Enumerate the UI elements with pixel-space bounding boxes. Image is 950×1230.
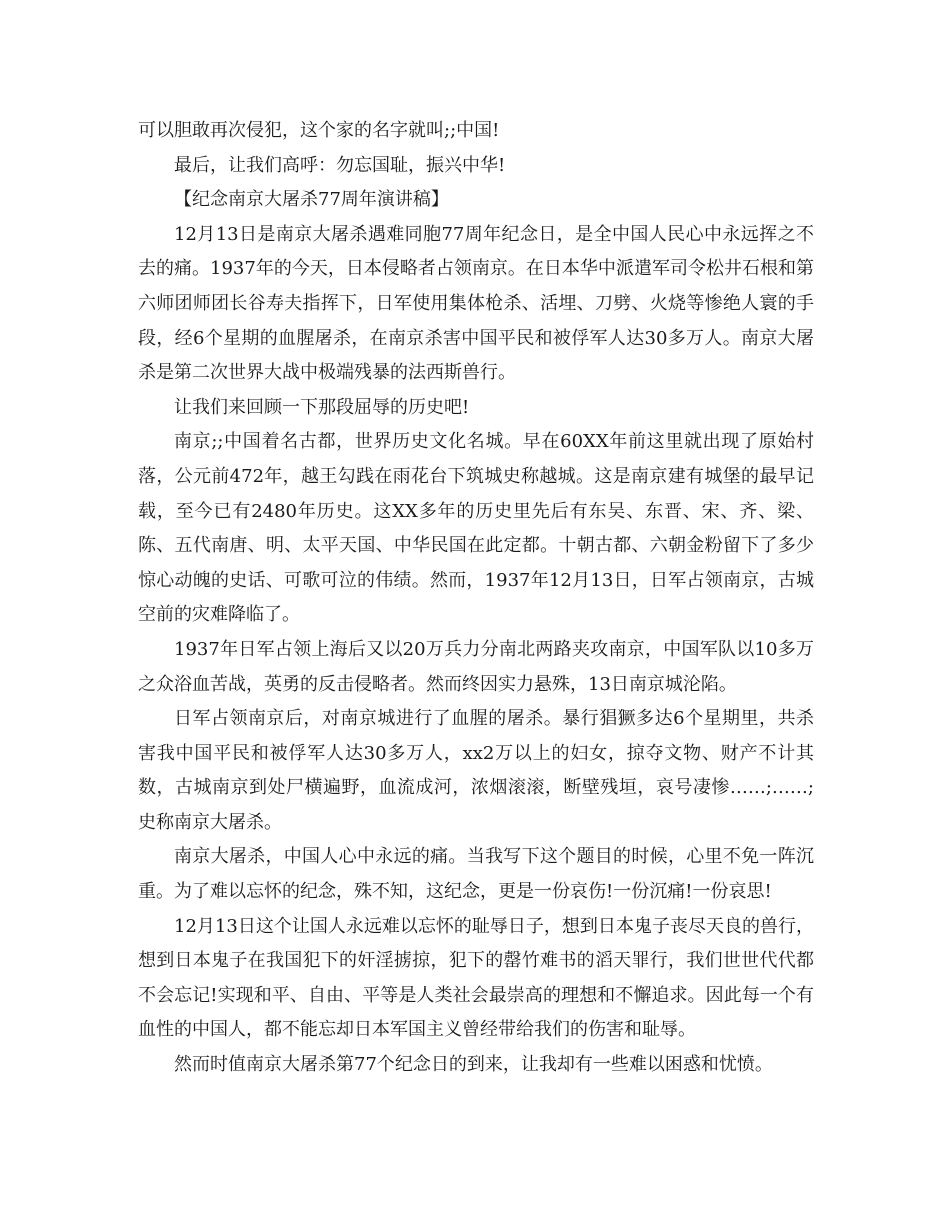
paragraph: 1937年日军占领上海后又以20万兵力分南北两路夹攻南京，中国军队以10多万之众浴血苦战，英勇的反击侵略者。然而终因实力悬殊，13日南京城沦陷。 bbox=[138, 638, 814, 695]
paragraph: 让我们来回顾一下那段屈辱的历史吧! bbox=[174, 396, 470, 418]
paragraph: 12月13日这个让国人永远难以忘怀的耻辱日子，想到日本鬼子丧尽天良的兽行，想到日本鬼子在我国犯下的奸淫掳掠，犯下的罄竹难书的滔天罪行，我们世世代代都不会忘记!实现和平、自由、平等是人类社会最崇高的理想和不懈追求。因此每一个有血性的中国人，都不能忘却日本军国主义曾经带给我们的伤害和耻辱。 bbox=[138, 915, 814, 1041]
paragraph: 最后，让我们高呼：勿忘国耻，振兴中华! bbox=[174, 154, 506, 176]
paragraph: 南京大屠杀，中国人心中永远的痛。当我写下这个题目的时候，心里不免一阵沉重。为了难以忘怀的纪念，殊不知，这纪念，更是一份哀伤!一份沉痛!一份哀思! bbox=[138, 846, 814, 903]
paragraph: 日军占领南京后，对南京城进行了血腥的屠杀。暴行猖獗多达6个星期里，共杀害我中国平民和被俘军人达30多万人，xx2万以上的妇女，掠夺文物、财产不计其数，古城南京到处尸横遍野，血流成河，浓烟滚滚，断壁残垣，哀号凄惨……;……;史称南京大屠杀。 bbox=[138, 708, 814, 833]
paragraph: 南京;;中国着名古都，世界历史文化名城。早在60XX年前这里就出现了原始村落，公元前472年，越王勾践在雨花台下筑城史称越城。这是南京建有城堡的最早记载，至今已有2480年历史。这XX多年的历史里先后有东吴、东晋、宋、齐、梁、陈、五代南唐、明、太平天国、中华民国在此定都。十朝古都、六朝金粉留下了多少惊心动魄的史话、可歌可泣的伟绩。然而，1937年12月13日，日军占领南京，古城空前的灾难降临了。 bbox=[138, 431, 814, 626]
document-body bbox=[138, 114, 814, 1083]
section-heading: 【纪念南京大屠杀77周年演讲稿】 bbox=[174, 189, 449, 211]
paragraph: 然而时值南京大屠杀第77个纪念日的到来，让我却有一些难以困惑和忧愤。 bbox=[174, 1054, 773, 1076]
paragraph: 可以胆敢再次侵犯，这个家的名字就叫;;中国! bbox=[138, 120, 500, 141]
paragraph: 12月13日是南京大屠杀遇难同胞77周年纪念日，是全中国人民心中永远挥之不去的痛。1937年的今天，日本侵略者占领南京。在日本华中派遣军司令松井石根和第六师团师团长谷寿夫指挥下，日军使用集体枪杀、活埋、刀劈、火烧等惨绝人寰的手段，经6个星期的血腥屠杀，在南京杀害中国平民和被俘军人达30多万人。南京大屠杀是第二次世界大战中极端残暴的法西斯兽行。 bbox=[138, 223, 814, 384]
